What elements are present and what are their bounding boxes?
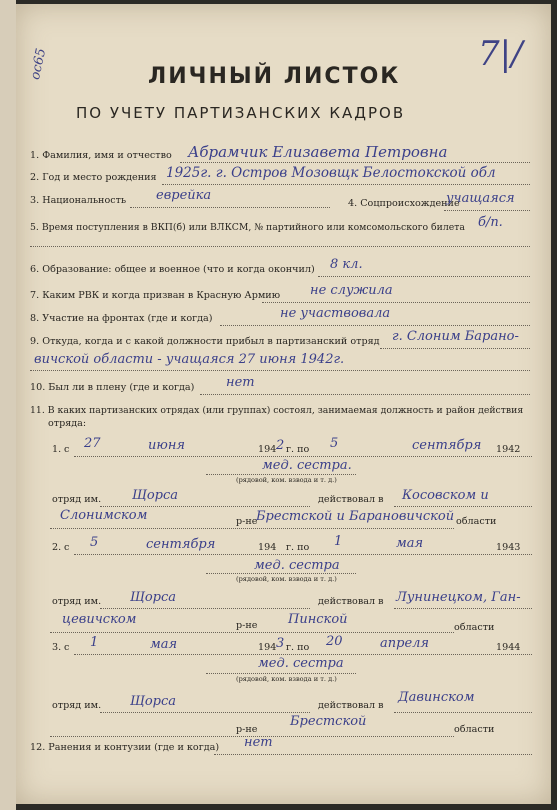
entry-1-end-year: 1942: [496, 444, 521, 455]
field-1-label: 1. Фамилия, имя и отчество: [30, 150, 172, 161]
entry-1-area-line-b: [50, 528, 454, 529]
entry-1-otryad-label: отряд им.: [52, 494, 102, 505]
entry-2-end-year: 1943: [496, 542, 521, 553]
field-10-label: 10. Был ли в плену (где и когда): [30, 382, 195, 393]
field-10-value: нет: [226, 375, 255, 390]
field-12-line: [214, 754, 532, 755]
entry-3-end-year: 1944: [496, 642, 521, 653]
field-7-label: 7. Каким РВК и когда призван в Красную Армию: [30, 290, 281, 301]
entry-2-oblast-label: области: [454, 622, 495, 633]
page-subtitle: ПО УЧЕТУ ПАРТИЗАНСКИХ КАДРОВ: [76, 104, 406, 122]
entry-2-from: с: [64, 542, 70, 553]
entry-1-rank-hint: (рядовой, ком. взвода и т. д.): [236, 476, 337, 484]
entry-3-acted-label: действовал в: [318, 700, 384, 711]
field-6-value: 8 кл.: [330, 257, 363, 272]
field-2-value: 1925г. г. Остров Мозовщк Белостокской обл: [166, 165, 496, 181]
field-9-line-b: [30, 370, 530, 371]
entry-3-from: с: [64, 642, 70, 653]
entry-3-rne-label: р-не: [236, 724, 258, 735]
entry-3-rank-hint: (рядовой, ком. взвода и т. д.): [236, 675, 337, 683]
entry-2-rne-label: р-не: [236, 620, 258, 631]
entry-1-start-day: 27: [84, 436, 101, 451]
entry-3-start-year-prefix: 194: [258, 642, 277, 653]
field-11-label-a: 11. В каких партизанских отрядах (или группах) состоял, занимаемая должность и район действия: [30, 405, 524, 416]
entry-1-area-a: Косовском и: [402, 488, 489, 503]
field-1-line: [180, 162, 530, 163]
entry-3-oblast-label: области: [454, 724, 495, 735]
entry-1-num: 1.: [52, 444, 62, 455]
entry-1-otryad-line: [100, 506, 310, 507]
entry-3-start-month: мая: [150, 637, 178, 652]
field-4-label: 4. Соцпроисхождение: [348, 198, 460, 209]
field-5-line: [30, 246, 530, 247]
entry-1-acted-label: действовал в: [318, 494, 384, 505]
field-5-label: 5. Время поступления в ВКП(б) или ВЛКСМ, № партийного или комсомольского билета: [30, 222, 465, 233]
field-4-line: [444, 210, 530, 211]
entry-3-area-line-a: [394, 712, 532, 713]
entry-1-from: с: [64, 444, 70, 455]
entry-2-num: 2.: [52, 542, 62, 553]
entry-3-position-line: [206, 673, 356, 674]
entry-1-end-day: 5: [330, 436, 339, 451]
entry-2-area-b: цевичском: [62, 612, 137, 627]
entry-2-acted-label: действовал в: [318, 596, 384, 607]
entry-1-start-year-prefix: 194: [258, 444, 277, 455]
field-7-value: не служила: [310, 283, 393, 298]
field-6-label: 6. Образование: общее и военное (что и когда окончил): [30, 264, 315, 275]
entry-2-rank-hint: (рядовой, ком. взвода и т. д.): [236, 575, 337, 583]
entry-1-start-year-suffix: 2: [276, 438, 285, 453]
entry-2-end-day: 1: [334, 534, 343, 549]
page-edge: [0, 0, 16, 810]
entry-1-area-c: Брестской и Барановичской: [256, 509, 455, 524]
field-10-line: [200, 394, 530, 395]
field-3-value: еврейка: [156, 188, 212, 203]
entry-1-oblast-label: области: [456, 516, 497, 527]
field-9-value-b: вичской области - учащаяся 27 июня 1942г.: [34, 352, 345, 367]
corner-note-right: 7|/: [478, 34, 523, 74]
document-sheet: [16, 4, 551, 804]
field-9-value-a: г. Слоним Барано-: [392, 329, 519, 344]
entry-1-end-month: сентября: [412, 438, 482, 453]
entry-2-dates-line: [74, 554, 532, 555]
entry-3-start-day: 1: [90, 635, 99, 650]
entry-2-area-line-b: [50, 632, 454, 633]
entry-2-area-a: Лунинецком, Ган-: [396, 590, 521, 605]
entry-2-start-suffix: г. по: [286, 542, 310, 553]
field-1-value: Абрамчик Елизавета Петровна: [188, 143, 448, 161]
field-3-line: [130, 207, 330, 208]
field-3-label: 3. Национальность: [30, 195, 127, 206]
entry-2-otryad: Щорса: [130, 590, 177, 605]
field-12-label: 12. Ранения и контузии (где и когда): [30, 742, 220, 753]
field-9-line-a: [380, 348, 530, 349]
field-5-value: б/п.: [478, 215, 503, 230]
entry-3-start-suffix: г. по: [286, 642, 310, 653]
entry-1-area-b: Слонимском: [60, 508, 148, 523]
entry-2-area-line-a: [394, 608, 532, 609]
corner-note-left: ос65: [28, 47, 50, 82]
entry-3-dates-line: [74, 654, 532, 655]
entry-3-otryad-line: [100, 712, 310, 713]
entry-3-end-day: 20: [326, 634, 343, 649]
entry-3-otryad-label: отряд им.: [52, 700, 102, 711]
entry-3-start-year-suffix: 3: [276, 636, 285, 651]
entry-2-start-month: сентября: [146, 537, 216, 552]
field-11-label-b: отряда:: [48, 418, 87, 429]
field-2-label: 2. Год и место рождения: [30, 172, 157, 183]
field-6-line: [318, 276, 530, 277]
entry-3-position: мед. сестра: [258, 656, 344, 671]
entry-2-start-day: 5: [90, 535, 99, 550]
entry-3-area-c: Брестской: [290, 714, 367, 729]
entry-1-position-line: [206, 474, 356, 475]
entry-1-rne-label: р-не: [236, 516, 258, 527]
entry-2-otryad-line: [100, 608, 310, 609]
field-8-line: [220, 325, 530, 326]
entry-3-num: 3.: [52, 642, 62, 653]
entry-2-start-year-prefix: 194: [258, 542, 277, 553]
field-8-label: 8. Участие на фронтах (где и когда): [30, 313, 213, 324]
field-4-value: учащаяся: [446, 191, 515, 206]
entry-1-position: мед. сестра.: [262, 458, 352, 473]
field-12-value: нет: [244, 735, 273, 750]
entry-2-end-month: мая: [396, 536, 424, 551]
entry-1-dates-line: [74, 456, 532, 457]
field-9-label: 9. Откуда, когда и с какой должности прибыл в партизанский отряд: [30, 336, 380, 347]
entry-1-start-month: июня: [148, 438, 185, 453]
entry-3-otryad: Щорса: [130, 694, 177, 709]
page-title: ЛИЧНЫЙ ЛИСТОК: [148, 64, 401, 89]
entry-1-start-suffix: г. по: [286, 444, 310, 455]
entry-2-otryad-label: отряд им.: [52, 596, 102, 607]
entry-3-area-a: Давинском: [398, 690, 475, 705]
entry-3-end-month: апреля: [380, 636, 430, 651]
field-8-value: не участвовала: [280, 306, 391, 321]
entry-2-position: мед. сестра: [254, 558, 340, 573]
entry-1-area-line-a: [394, 506, 532, 507]
entry-2-position-line: [206, 573, 356, 574]
field-7-line: [262, 302, 530, 303]
entry-2-area-c: Пинской: [288, 612, 348, 627]
field-2-line: [162, 184, 530, 185]
entry-1-otryad: Щорса: [132, 488, 179, 503]
